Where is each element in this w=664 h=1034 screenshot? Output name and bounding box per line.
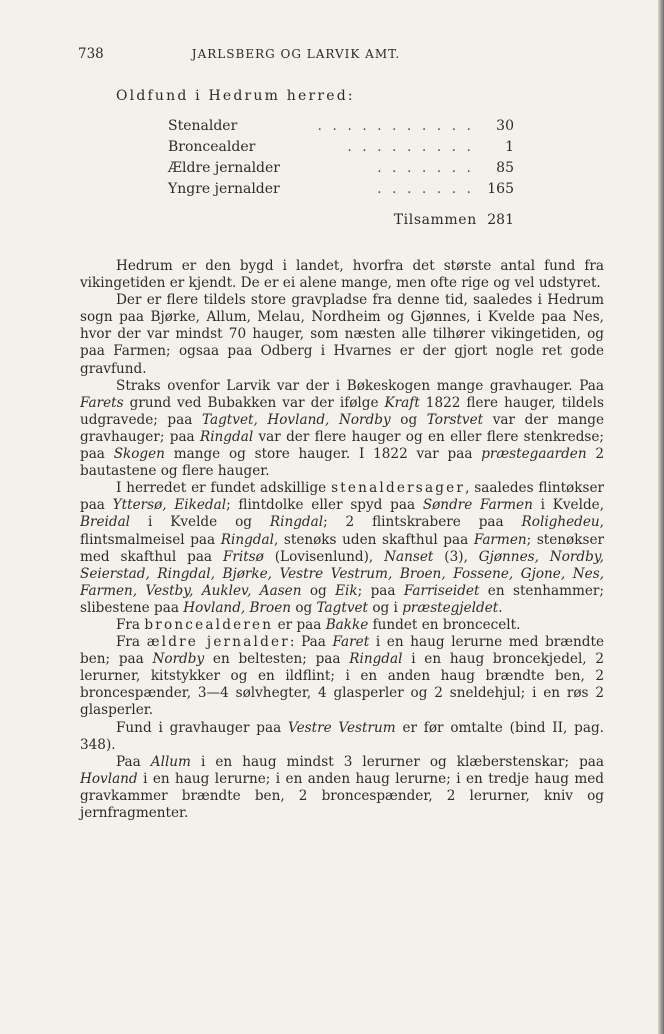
stats-total xyxy=(168,212,514,228)
italic-term: præstegaarden xyxy=(481,446,587,463)
italic-term: Farriseidet xyxy=(403,582,480,599)
text-run: Straks ovenfor Larvik var der i Bøkeskogen mange gravhauger. Paa xyxy=(116,377,604,394)
text-run: : Paa xyxy=(289,634,333,651)
text-run: (3), xyxy=(433,548,479,565)
text-run: var der mange gravhauger; paa xyxy=(80,411,605,445)
text-run: 2 bautastene og flere hauger. xyxy=(80,446,604,480)
italic-term: Yttersø, Eikedal xyxy=(112,497,227,514)
text-run: ; paa xyxy=(357,582,404,599)
text-run: , stenøks uden skafthul paa xyxy=(273,531,474,548)
text-run: og xyxy=(390,411,427,428)
italic-term: Søndre Farmen xyxy=(422,497,533,514)
text-run: ; flintdolke eller spyd paa xyxy=(226,497,423,514)
italic-term: Gjønnes, Nordby, Seierstad, Ringdal, Bjørke, Vestre Vestrum, Broen, Fossene, Gjone, Nes, Farmen, Vestby, Auklev, Aasen xyxy=(80,548,604,599)
paragraph xyxy=(80,480,604,617)
italic-term: Farmen xyxy=(473,531,527,548)
text-run: og xyxy=(301,582,336,599)
page-edge-shadow xyxy=(658,0,664,1034)
text-run: i en haug mindst 3 lerurner og klæberstenskar; paa xyxy=(190,753,604,770)
italic-term: præstegjeldet xyxy=(402,599,499,616)
spaced-term: stenaldersager xyxy=(331,480,466,497)
stats-label: Ældre jernalder xyxy=(168,160,280,176)
stats-value: 1 xyxy=(505,139,514,155)
stats-row xyxy=(168,139,514,160)
text-run: Paa xyxy=(116,753,151,770)
italic-term: Allum xyxy=(150,753,191,770)
text-run: Der er flere tildels store gravpladse fra denne tid, saaledes i Hedrum sogn paa Bjørke, Allum, Melau, Nordheim og Gjønnes, i Kvelde paa Nes, hvor der var mindst 70 hauger, som næsten alle tilhører vikingetiden, og paa Farmen; ogsaa paa Odberg i Hvarnes er der gjort nogle ret gode gravfund. xyxy=(80,292,604,377)
text-run: 1822 flere hauger, tildels udgravede; paa xyxy=(80,394,604,428)
italic-term: Skogen xyxy=(113,446,165,463)
stats-row xyxy=(168,181,514,202)
text-run: ; 2 flintskrabere paa xyxy=(323,514,522,531)
total-value: 281 xyxy=(487,212,514,228)
spaced-term: broncealderen xyxy=(144,616,274,633)
italic-term: Fritsø xyxy=(222,548,264,565)
text-run: en stenhammer; slibestene paa xyxy=(80,582,604,616)
text-run: ; stenøkser med skafthul paa xyxy=(80,531,604,565)
italic-term: Hovland xyxy=(80,770,138,787)
text-run: , flintsmalmeisel paa xyxy=(80,514,604,548)
stats-value: 165 xyxy=(487,181,514,197)
text-run: mange og store hauger. I 1822 var paa xyxy=(164,446,482,463)
italic-term: Breidal xyxy=(80,514,131,531)
italic-term: Faret xyxy=(332,634,370,651)
text-run: i en haug lerurne; i en anden haug lerurne; i en tredje haug med gravkammer brændte ben, 2 broncespænder, 2 lerurner, kniv og jernfragmenter. xyxy=(80,770,604,821)
stats-row xyxy=(168,160,514,181)
paragraph xyxy=(80,754,604,822)
text-run: i Kvelde, xyxy=(532,497,605,514)
italic-term: Farets xyxy=(80,394,124,411)
leader-dots: . . . . . . . . . . . xyxy=(317,118,474,134)
italic-term: Bakke xyxy=(325,616,369,633)
italic-term: Torstvet xyxy=(426,411,484,428)
text-run: og xyxy=(291,599,317,616)
text-run: er paa xyxy=(273,616,326,633)
leader-dots: . . . . . . . xyxy=(377,160,474,176)
text-run: grund ved Bubakken var der ifølge xyxy=(123,394,385,411)
stats-value: 30 xyxy=(496,118,514,134)
italic-term: Tagtvet, Hovland, Nordby xyxy=(201,411,391,428)
text-run: Hedrum er den bygd i landet, hvorfra det største antal fund fra vikingetiden er kjendt. De er ei alene mange, men ofte rige og vel udstyret. xyxy=(80,258,604,292)
text-run: i en haug broncekjedel, 2 lerurner, kitstykker og en ildflint; i en anden haug brændte ben, 2 broncespænder, 3—4 sølvhegter, 4 glasperler og 2 sneldehjul; i en røs 2 glasperler. xyxy=(80,651,604,719)
italic-term: Nordby xyxy=(152,651,205,668)
page-number: 738 xyxy=(78,46,104,62)
paragraph xyxy=(80,258,604,292)
text-run: , saaledes flintøkser paa xyxy=(80,480,604,514)
stats-label: Broncealder xyxy=(168,139,256,155)
paragraph xyxy=(80,634,604,719)
text-run: fundet en broncecelt. xyxy=(368,616,521,633)
text-run: . xyxy=(498,599,503,616)
leader-dots: . . . . . . . xyxy=(377,181,474,197)
text-run: I herredet er fundet adskillige xyxy=(116,480,332,497)
paragraph xyxy=(80,720,604,754)
text-run: og i xyxy=(368,599,403,616)
italic-term: Vestre Vestrum xyxy=(288,719,396,736)
text-run: i en haug lerurne med brændte ben; paa xyxy=(80,634,605,668)
paragraph xyxy=(80,378,604,481)
text-run: en beltesten; paa xyxy=(204,651,350,668)
italic-term: Hovland, Broen xyxy=(183,599,292,616)
text-run: Fra xyxy=(116,634,147,651)
stats-label: Yngre jernalder xyxy=(168,181,280,197)
paragraph xyxy=(80,292,604,377)
text-run: i Kvelde og xyxy=(130,514,270,531)
italic-term: Tagtvet xyxy=(316,599,369,616)
italic-term: Rolighedeu xyxy=(521,514,600,531)
stats-label: Stenalder xyxy=(168,118,238,134)
text-run: er før omtalte (bind II, pag. 348). xyxy=(80,719,604,753)
italic-term: Ringdal xyxy=(220,531,274,548)
section-heading: Oldfund i Hedrum herred: xyxy=(116,88,355,104)
italic-term: Ringdal xyxy=(349,651,403,668)
stats-value: 85 xyxy=(496,160,514,176)
body-text xyxy=(80,258,604,822)
running-title: JARLSBERG OG LARVIK AMT. xyxy=(191,47,401,61)
total-label: Tilsammen xyxy=(393,212,477,228)
text-run: var der flere hauger og en eller flere stenkredse; paa xyxy=(80,428,604,463)
stats-table xyxy=(168,118,514,202)
italic-term: Ringdal xyxy=(269,514,324,531)
text-run: Fund i gravhauger paa xyxy=(116,719,289,736)
spaced-term: ældre jernalder xyxy=(146,634,290,651)
stats-row xyxy=(168,118,514,139)
italic-term: Ringdal xyxy=(199,428,254,445)
paragraph xyxy=(80,617,604,634)
italic-term: Eik xyxy=(335,582,358,599)
italic-term: Nanset xyxy=(384,548,434,565)
text-run: (Lovisenlund), xyxy=(263,548,385,565)
italic-term: Kraft xyxy=(384,394,420,411)
leader-dots: . . . . . . . . . xyxy=(347,139,474,155)
text-run: Fra xyxy=(116,616,145,633)
